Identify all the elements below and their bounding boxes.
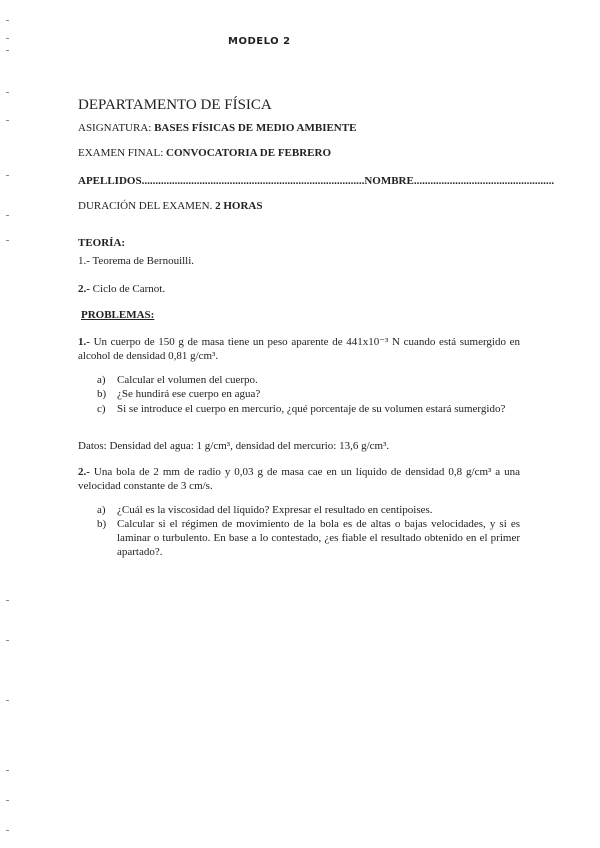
problem-number: 1.- [78,336,90,348]
subject-label: ASIGNATURA: [78,122,152,134]
problem-text: Una bola de 2 mm de radio y 0,03 g de masa cae en un líquido de densidad 0,8 g/cm³ a una velocidad constante de 3 cm/s. [78,466,521,492]
part-text: Calcular si el régimen de movimiento de la bola es de altas o bajas velocidades, y si es laminar o turbulento. En base a lo contestado, ¿es fiable el resultado obtenido en el primer apartado?. [117,518,520,558]
problem-1-part-b [97,387,520,401]
part-text: ¿Cuál es la viscosidad del líquido? Expresar el resultado en centipoises. [117,504,433,516]
duration: 2 HORAS [215,200,263,212]
part-text: Calcular el volumen del cuerpo. [117,374,258,386]
problem-number: 2.- [78,466,90,478]
problem-1 [78,335,520,363]
exam-line [78,146,331,160]
part-marker: b) [97,518,107,530]
subject: BASES FÍSICAS DE MEDIO AMBIENTE [154,122,357,134]
part-marker: b) [97,388,107,400]
theory-item [78,282,165,296]
model-label: MODELO 2 [228,36,291,47]
theory-heading: TEORÍA: [78,237,126,249]
part-marker: a) [97,374,106,386]
problem-1-part-a [97,373,520,387]
item-text: Ciclo de Carnot. [92,283,166,295]
theory-item [78,254,194,268]
department-title: DEPARTAMENTO DE FÍSICA [78,97,272,113]
exam-label: EXAMEN FINAL: [78,147,164,159]
problems-heading: PROBLEMAS: [81,309,155,321]
part-marker: c) [97,403,106,415]
item-text: Teorema de Bernouilli. [92,255,195,267]
student-fields [78,174,554,188]
part-marker: a) [97,504,106,516]
subject-line [78,121,356,135]
surname-field[interactable]: APELLIDOS................................................................................. [78,175,365,187]
problem-2-part-b [97,517,520,559]
exam: CONVOCATORIA DE FEBRERO [166,147,332,159]
problem-2 [78,465,520,493]
name-field[interactable]: NOMBRE................................................... [364,175,555,187]
part-text: Si se introduce el cuerpo en mercurio, ¿qué porcentaje de su volumen estará sumergido? [117,403,506,415]
problem-text: Un cuerpo de 150 g de masa tiene un peso aparente de 441x10⁻³ N cuando está sumergido en alcohol de densidad 0,81 g/cm³. [78,336,521,362]
part-text: ¿Se hundirá ese cuerpo en agua? [117,388,261,400]
problem-2-part-a [97,503,520,517]
problem-1-data: Datos: Densidad del agua: 1 g/cm³, densidad del mercurio: 13,6 g/cm³. [78,440,390,452]
duration-label: DURACIÓN DEL EXAMEN. [78,200,213,212]
problem-1-part-c [97,402,520,416]
item-number: 2.- [78,283,90,295]
duration-line [78,199,262,213]
item-number: 1.- [78,255,90,267]
